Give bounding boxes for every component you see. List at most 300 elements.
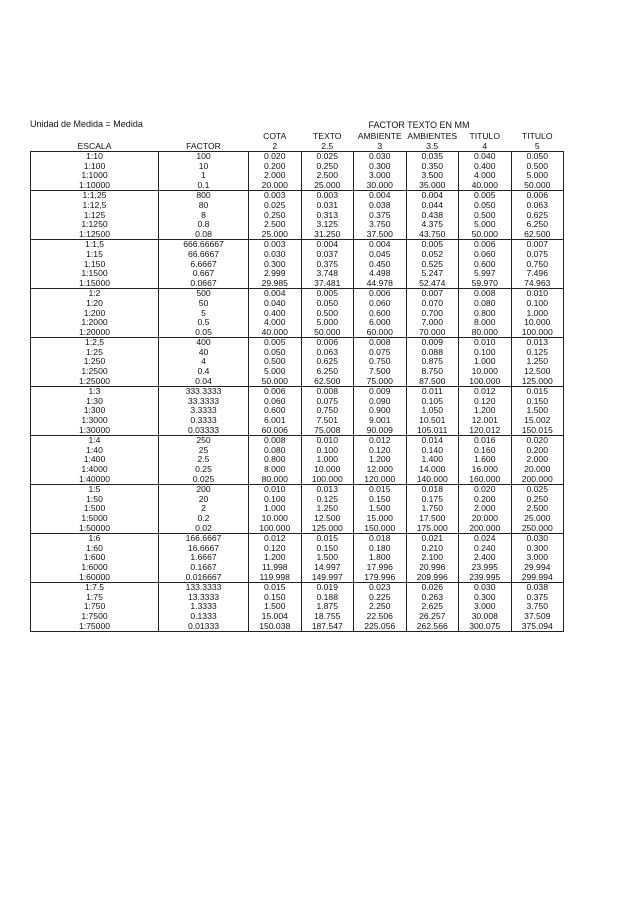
escala-cell: 1:20 — [31, 299, 159, 309]
factor-cell: 50 — [159, 299, 249, 309]
texto-cell: 0.500 — [301, 309, 354, 319]
cota-cell: 50.000 — [249, 377, 302, 387]
titulo-4-cell: 300.075 — [459, 622, 512, 632]
ambientes-cell: 0.070 — [406, 299, 459, 309]
escala-cell: 1:20000 — [31, 328, 159, 338]
titulo-5-cell: 20.000 — [511, 465, 564, 475]
ambiente-cell: 0.090 — [354, 397, 407, 407]
factor-cell: 666.66667 — [159, 240, 249, 250]
texto-cell: 0.313 — [301, 211, 354, 221]
texto-cell: 0.125 — [301, 495, 354, 505]
escala-cell: 1:600 — [31, 553, 159, 563]
titulo-5-cell: 10.000 — [511, 318, 564, 328]
titulo-4-cell: 23.995 — [459, 563, 512, 573]
titulo-4-cell: 0.008 — [459, 289, 512, 299]
ambientes-cell: 0.021 — [406, 534, 459, 544]
factor-cell: 166.6667 — [159, 534, 249, 544]
factor-cell: 0.1 — [159, 181, 249, 191]
factor-cell: 500 — [159, 289, 249, 299]
header-size-2-5: 2.5 — [321, 141, 334, 151]
titulo-4-cell: 0.006 — [459, 240, 512, 250]
texto-cell: 10.000 — [301, 465, 354, 475]
titulo-4-cell: 0.020 — [459, 485, 512, 495]
ambiente-cell: 4.498 — [354, 269, 407, 279]
factor-cell: 0.667 — [159, 269, 249, 279]
texto-cell: 37.481 — [301, 279, 354, 289]
titulo-4-cell: 0.024 — [459, 534, 512, 544]
cota-cell: 0.250 — [249, 211, 302, 221]
titulo-4-cell: 0.300 — [459, 593, 512, 603]
texto-cell: 1.250 — [301, 504, 354, 514]
header-cell — [31, 131, 159, 141]
texto-cell: 0.075 — [301, 397, 354, 407]
ambiente-cell: 0.038 — [354, 201, 407, 211]
titulo-5-cell: 0.100 — [511, 299, 564, 309]
ambiente-cell: 1.500 — [354, 504, 407, 514]
factor-cell: 200 — [159, 485, 249, 495]
factor-cell: 100 — [159, 152, 249, 162]
header-ambiente: AMBIENTE — [357, 131, 402, 141]
ambientes-cell: 0.875 — [406, 357, 459, 367]
texto-cell: 0.004 — [301, 240, 354, 250]
titulo-5-cell: 0.625 — [511, 211, 564, 221]
ambientes-cell: 0.018 — [406, 485, 459, 495]
titulo-4-cell: 5.000 — [459, 220, 512, 230]
titulo-4-cell: 1.000 — [459, 357, 512, 367]
escala-cell: 1:10 — [31, 152, 159, 162]
ambiente-cell: 0.300 — [354, 162, 407, 172]
header-size-2: 2 — [272, 141, 278, 151]
titulo-4-cell: 8.000 — [459, 318, 512, 328]
ambiente-cell: 0.750 — [354, 357, 407, 367]
escala-cell: 1:5 — [31, 485, 159, 495]
titulo-5-cell: 299.994 — [511, 573, 564, 583]
titulo-4-cell: 0.030 — [459, 583, 512, 593]
escala-cell: 1:3000 — [31, 416, 159, 426]
ambiente-cell: 30.000 — [354, 181, 407, 191]
escala-cell: 1:1,25 — [31, 191, 159, 201]
titulo-5-cell: 150.015 — [511, 426, 564, 436]
ambiente-cell: 0.012 — [354, 436, 407, 446]
titulo-4-cell: 0.600 — [459, 260, 512, 270]
factor-cell: 0.03333 — [159, 426, 249, 436]
header-row-values — [31, 141, 564, 152]
ambiente-cell: 0.225 — [354, 593, 407, 603]
titulo-4-cell: 200.000 — [459, 524, 512, 534]
header-size-4: 4 — [482, 141, 488, 151]
ambiente-cell: 15.000 — [354, 514, 407, 524]
texto-cell: 1.500 — [301, 553, 354, 563]
cota-cell: 1.000 — [249, 504, 302, 514]
texto-cell: 149.997 — [301, 573, 354, 583]
titulo-4-cell: 1.200 — [459, 406, 512, 416]
ambiente-cell: 225.056 — [354, 622, 407, 632]
texto-cell: 187.547 — [301, 622, 354, 632]
escala-cell: 1:2,5 — [31, 338, 159, 348]
titulo-4-cell: 20.000 — [459, 514, 512, 524]
cota-cell: 0.150 — [249, 593, 302, 603]
titulo-5-cell: 1.250 — [511, 357, 564, 367]
factor-cell: 40 — [159, 348, 249, 358]
texto-cell: 0.013 — [301, 485, 354, 495]
titulo-4-cell: 59.970 — [459, 279, 512, 289]
titulo-4-cell: 0.040 — [459, 152, 512, 162]
titulo-5-cell: 0.063 — [511, 201, 564, 211]
texto-cell: 0.100 — [301, 446, 354, 456]
ambientes-cell: 2.100 — [406, 553, 459, 563]
titulo-4-cell: 0.080 — [459, 299, 512, 309]
titulo-4-cell: 100.000 — [459, 377, 512, 387]
ambiente-cell: 0.900 — [354, 406, 407, 416]
factor-cell: 0.01333 — [159, 622, 249, 632]
ambientes-cell: 0.175 — [406, 495, 459, 505]
ambientes-cell: 1.750 — [406, 504, 459, 514]
header-factor: FACTOR — [186, 141, 221, 151]
ambiente-cell: 0.030 — [354, 152, 407, 162]
factor-cell: 20 — [159, 495, 249, 505]
factor-cell: 33.3333 — [159, 397, 249, 407]
ambiente-cell: 0.004 — [354, 240, 407, 250]
ambientes-cell: 87.500 — [406, 377, 459, 387]
cota-cell: 150.038 — [249, 622, 302, 632]
titulo-5-cell: 0.007 — [511, 240, 564, 250]
ambientes-cell: 0.044 — [406, 201, 459, 211]
table-row — [31, 328, 564, 338]
titulo-4-cell: 2.000 — [459, 504, 512, 514]
factor-cell: 1.6667 — [159, 553, 249, 563]
header-cota: COTA — [263, 131, 287, 141]
texto-cell: 50.000 — [301, 328, 354, 338]
ambiente-cell: 9.001 — [354, 416, 407, 426]
escala-cell: 1:5000 — [31, 514, 159, 524]
factor-cell: 66.6667 — [159, 250, 249, 260]
titulo-4-cell: 1.600 — [459, 455, 512, 465]
escala-cell: 1:500 — [31, 504, 159, 514]
cota-cell: 0.015 — [249, 583, 302, 593]
texto-cell: 62.500 — [301, 377, 354, 387]
escala-cell: 1:15000 — [31, 279, 159, 289]
texto-cell: 0.010 — [301, 436, 354, 446]
factor-cell: 10 — [159, 162, 249, 172]
cota-cell: 20.000 — [249, 181, 302, 191]
ambiente-cell: 90.009 — [354, 426, 407, 436]
escala-cell: 1:6 — [31, 534, 159, 544]
ambiente-cell: 0.045 — [354, 250, 407, 260]
titulo-5-cell: 0.013 — [511, 338, 564, 348]
factor-cell: 1.3333 — [159, 602, 249, 612]
titulo-5-cell: 0.125 — [511, 348, 564, 358]
titulo-5-cell: 3.000 — [511, 553, 564, 563]
titulo-4-cell: 0.010 — [459, 338, 512, 348]
ambientes-cell: 0.035 — [406, 152, 459, 162]
texto-cell: 0.050 — [301, 299, 354, 309]
ambiente-cell: 0.008 — [354, 338, 407, 348]
titulo-4-cell: 0.800 — [459, 309, 512, 319]
ambiente-cell: 1.200 — [354, 455, 407, 465]
titulo-5-cell: 0.050 — [511, 152, 564, 162]
ambientes-cell: 0.014 — [406, 436, 459, 446]
ambientes-cell: 175.000 — [406, 524, 459, 534]
cota-cell: 0.500 — [249, 357, 302, 367]
escala-cell: 1:30 — [31, 397, 159, 407]
factor-cell: 0.025 — [159, 475, 249, 485]
factor-cell: 0.05 — [159, 328, 249, 338]
escala-cell: 1:2 — [31, 289, 159, 299]
factor-cell: 0.02 — [159, 524, 249, 534]
cota-cell: 0.080 — [249, 446, 302, 456]
titulo-5-cell: 0.300 — [511, 544, 564, 554]
texto-cell: 0.037 — [301, 250, 354, 260]
texto-cell: 7.501 — [301, 416, 354, 426]
titulo-4-cell: 0.016 — [459, 436, 512, 446]
titulo-5-cell: 12.500 — [511, 367, 564, 377]
titulo-5-cell: 0.200 — [511, 446, 564, 456]
cota-cell: 6.001 — [249, 416, 302, 426]
titulo-5-cell: 6.250 — [511, 220, 564, 230]
ambientes-cell: 262.566 — [406, 622, 459, 632]
escala-cell: 1:1250 — [31, 220, 159, 230]
cota-cell: 0.040 — [249, 299, 302, 309]
cota-cell: 0.010 — [249, 485, 302, 495]
cota-cell: 0.003 — [249, 240, 302, 250]
factor-cell: 0.4 — [159, 367, 249, 377]
factor-cell: 0.25 — [159, 465, 249, 475]
ambientes-cell: 140.000 — [406, 475, 459, 485]
factor-cell: 800 — [159, 191, 249, 201]
titulo-4-cell: 0.050 — [459, 201, 512, 211]
ambientes-cell: 1.050 — [406, 406, 459, 416]
ambiente-cell: 3.000 — [354, 171, 407, 181]
cota-cell: 15.004 — [249, 612, 302, 622]
ambiente-cell: 3.750 — [354, 220, 407, 230]
titulo-5-cell: 2.000 — [511, 455, 564, 465]
ambiente-cell: 0.060 — [354, 299, 407, 309]
ambiente-cell: 0.075 — [354, 348, 407, 358]
factor-cell: 0.2 — [159, 514, 249, 524]
titulo-5-cell: 0.010 — [511, 289, 564, 299]
escala-cell: 1:75000 — [31, 622, 159, 632]
ambiente-cell: 17.996 — [354, 563, 407, 573]
escala-cell: 1:50000 — [31, 524, 159, 534]
cota-cell: 100.000 — [249, 524, 302, 534]
texto-cell: 0.250 — [301, 162, 354, 172]
escala-cell: 1:50 — [31, 495, 159, 505]
titulo-5-cell: 0.020 — [511, 436, 564, 446]
titulo-4-cell: 0.005 — [459, 191, 512, 201]
table-header — [31, 131, 564, 152]
escala-cell: 1:200 — [31, 309, 159, 319]
ambientes-cell: 4.375 — [406, 220, 459, 230]
texto-cell: 0.031 — [301, 201, 354, 211]
factor-cell: 0.8 — [159, 220, 249, 230]
escala-cell: 1:2000 — [31, 318, 159, 328]
factor-cell: 8 — [159, 211, 249, 221]
texto-cell: 0.005 — [301, 289, 354, 299]
titulo-5-cell: 0.038 — [511, 583, 564, 593]
factor-cell: 0.08 — [159, 230, 249, 240]
factor-cell: 80 — [159, 201, 249, 211]
titulo-5-cell: 0.250 — [511, 495, 564, 505]
table-row — [31, 475, 564, 485]
texto-cell: 0.003 — [301, 191, 354, 201]
texto-cell: 31.250 — [301, 230, 354, 240]
unit-note: Unidad de Medida = Medida — [30, 119, 143, 129]
ambiente-cell: 0.004 — [354, 191, 407, 201]
titulo-4-cell: 120.012 — [459, 426, 512, 436]
ambientes-cell: 105.011 — [406, 426, 459, 436]
escala-cell: 1:40 — [31, 446, 159, 456]
escala-cell: 1:12,5 — [31, 201, 159, 211]
factor-cell: 333.3333 — [159, 387, 249, 397]
titulo-5-cell: 7.496 — [511, 269, 564, 279]
titulo-5-cell: 74.963 — [511, 279, 564, 289]
titulo-4-cell: 40.000 — [459, 181, 512, 191]
table-row — [31, 377, 564, 387]
cota-cell: 0.050 — [249, 348, 302, 358]
table-row — [31, 279, 564, 289]
titulo-5-cell: 0.750 — [511, 260, 564, 270]
ambientes-cell: 0.700 — [406, 309, 459, 319]
ambiente-cell: 0.180 — [354, 544, 407, 554]
texto-cell: 3.125 — [301, 220, 354, 230]
scale-factor-table — [30, 131, 564, 632]
escala-cell: 1:25 — [31, 348, 159, 358]
titulo-4-cell: 0.012 — [459, 387, 512, 397]
ambiente-cell: 1.800 — [354, 553, 407, 563]
cota-cell: 2.999 — [249, 269, 302, 279]
table-row — [31, 573, 564, 583]
titulo-4-cell: 0.400 — [459, 162, 512, 172]
texto-cell: 75.008 — [301, 426, 354, 436]
texto-cell: 12.500 — [301, 514, 354, 524]
titulo-5-cell: 0.006 — [511, 191, 564, 201]
factor-cell: 16.6667 — [159, 544, 249, 554]
texto-cell: 3.748 — [301, 269, 354, 279]
ambientes-cell: 0.105 — [406, 397, 459, 407]
ambientes-cell: 0.210 — [406, 544, 459, 554]
titulo-4-cell: 80.000 — [459, 328, 512, 338]
escala-cell: 1:15 — [31, 250, 159, 260]
ambientes-cell: 0.140 — [406, 446, 459, 456]
ambientes-cell: 17.500 — [406, 514, 459, 524]
texto-cell: 18.755 — [301, 612, 354, 622]
ambiente-cell: 0.450 — [354, 260, 407, 270]
ambiente-cell: 120.000 — [354, 475, 407, 485]
texto-cell: 125.000 — [301, 524, 354, 534]
titulo-4-cell: 0.240 — [459, 544, 512, 554]
cota-cell: 25.000 — [249, 230, 302, 240]
titulo-4-cell: 30.008 — [459, 612, 512, 622]
escala-cell: 1:150 — [31, 260, 159, 270]
factor-cell: 400 — [159, 338, 249, 348]
ambientes-cell: 0.052 — [406, 250, 459, 260]
titulo-4-cell: 0.500 — [459, 211, 512, 221]
ambientes-cell: 35.000 — [406, 181, 459, 191]
escala-cell: 1:6000 — [31, 563, 159, 573]
ambientes-cell: 0.525 — [406, 260, 459, 270]
titulo-4-cell: 4.000 — [459, 171, 512, 181]
escala-cell: 1:1000 — [31, 171, 159, 181]
ambientes-cell: 0.004 — [406, 191, 459, 201]
titulo-5-cell: 0.375 — [511, 593, 564, 603]
ambientes-cell: 8.750 — [406, 367, 459, 377]
ambientes-cell: 3.500 — [406, 171, 459, 181]
cota-cell: 2.000 — [249, 171, 302, 181]
escala-cell: 1:4 — [31, 436, 159, 446]
escala-cell: 1:30000 — [31, 426, 159, 436]
titulo-5-cell: 0.150 — [511, 397, 564, 407]
ambiente-cell: 75.000 — [354, 377, 407, 387]
ambiente-cell: 60.000 — [354, 328, 407, 338]
ambientes-cell: 0.088 — [406, 348, 459, 358]
ambientes-cell: 1.400 — [406, 455, 459, 465]
factor-cell: 0.016667 — [159, 573, 249, 583]
cota-cell: 0.003 — [249, 191, 302, 201]
ambientes-cell: 43.750 — [406, 230, 459, 240]
texto-cell: 1.000 — [301, 455, 354, 465]
ambientes-cell: 52.474 — [406, 279, 459, 289]
escala-cell: 1:2500 — [31, 367, 159, 377]
ambientes-cell: 0.005 — [406, 240, 459, 250]
factor-cell: 1 — [159, 171, 249, 181]
factor-cell: 133.3333 — [159, 583, 249, 593]
ambientes-cell: 0.263 — [406, 593, 459, 603]
titulo-4-cell: 160.000 — [459, 475, 512, 485]
cota-cell: 29.985 — [249, 279, 302, 289]
cota-cell: 0.400 — [249, 309, 302, 319]
table-row — [31, 426, 564, 436]
ambiente-cell: 0.018 — [354, 534, 407, 544]
cota-cell: 0.120 — [249, 544, 302, 554]
escala-cell: 1:25000 — [31, 377, 159, 387]
ambientes-cell: 0.350 — [406, 162, 459, 172]
table-row — [31, 622, 564, 632]
texto-cell: 100.000 — [301, 475, 354, 485]
titulo-5-cell: 62.500 — [511, 230, 564, 240]
ambiente-cell: 0.600 — [354, 309, 407, 319]
texto-cell: 0.015 — [301, 534, 354, 544]
texto-cell: 25.000 — [301, 181, 354, 191]
cota-cell: 0.060 — [249, 397, 302, 407]
ambientes-cell: 0.011 — [406, 387, 459, 397]
cota-cell: 10.000 — [249, 514, 302, 524]
titulo-5-cell: 200.000 — [511, 475, 564, 485]
ambiente-cell: 44.978 — [354, 279, 407, 289]
factor-cell: 4 — [159, 357, 249, 367]
header-ambientes: AMBIENTES — [407, 131, 458, 141]
texto-cell: 0.025 — [301, 152, 354, 162]
ambientes-cell: 0.009 — [406, 338, 459, 348]
table-row — [31, 524, 564, 534]
texto-cell: 14.997 — [301, 563, 354, 573]
titulo-5-cell: 375.094 — [511, 622, 564, 632]
titulo-5-cell: 125.000 — [511, 377, 564, 387]
factor-cell: 2.5 — [159, 455, 249, 465]
escala-cell: 1:1,5 — [31, 240, 159, 250]
cota-cell: 1.500 — [249, 602, 302, 612]
escala-cell: 1:400 — [31, 455, 159, 465]
escala-cell: 1:100 — [31, 162, 159, 172]
texto-cell: 0.006 — [301, 338, 354, 348]
factor-cell: 0.04 — [159, 377, 249, 387]
titulo-5-cell: 29.994 — [511, 563, 564, 573]
texto-cell: 1.875 — [301, 602, 354, 612]
texto-cell: 0.008 — [301, 387, 354, 397]
cota-cell: 8.000 — [249, 465, 302, 475]
cota-cell: 0.020 — [249, 152, 302, 162]
titulo-5-cell: 3.750 — [511, 602, 564, 612]
ambientes-cell: 0.438 — [406, 211, 459, 221]
